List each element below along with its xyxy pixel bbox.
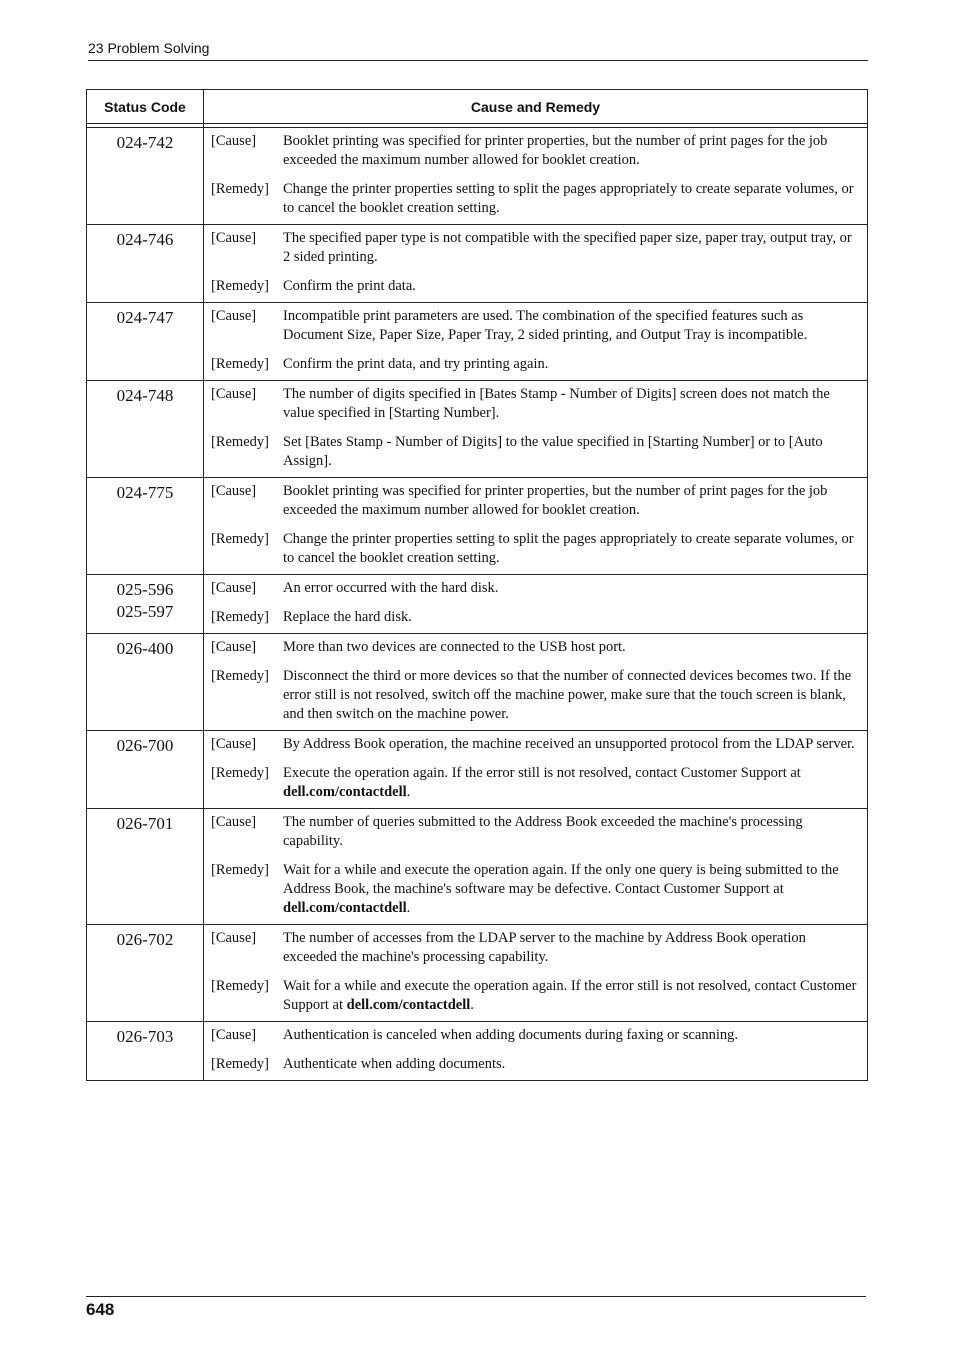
entry-text: Set [Bates Stamp - Number of Digits] to the value specified in [Starting Number] or to [Auto Assign]. [283,434,823,469]
entry-text-wrap [283,433,859,471]
entry-text: Booklet printing was specified for printer properties, but the number of print pages for the job exceeded the maximum number allowed for booklet creation. [283,483,828,518]
entry-text: The number of queries submitted to the Address Book exceeded the machine's processing capability. [283,814,803,849]
support-link[interactable]: dell.com/contactdell [283,784,407,800]
table-row [87,381,868,478]
entry-text: Booklet printing was specified for printer properties, but the number of print pages for the job exceeded the maximum number allowed for booklet creation. [283,133,828,168]
entry-tag: [Cause] [211,814,257,830]
status-code: 026-400 [116,639,174,658]
entry-text-wrap [283,764,859,802]
entry-suffix: . [406,900,411,916]
entry-text-wrap [283,1026,859,1045]
entry-tag: [Cause] [211,580,257,596]
table-header-row [87,90,868,124]
status-code: 024-746 [116,230,174,249]
status-code-cell [87,381,204,478]
page-footer [86,1296,866,1320]
entry-text-wrap [283,530,859,568]
status-code-cell [87,925,204,1022]
section-title: 23 Problem Solving [88,40,210,56]
status-code-cell [87,634,204,731]
entry-tag: [Remedy] [211,765,269,781]
entry-tag: [Remedy] [211,978,269,994]
entry-tag: [Cause] [211,930,257,946]
cause-remedy-cell [204,809,868,925]
table-row [87,478,868,575]
entry-text: Wait for a while and execute the operation again. If the only one query is being submitted to the Address Book, the machine's software may be defective. Contact Customer Support at [283,862,839,897]
cause-entry [211,929,859,967]
cause-entry [211,735,859,754]
table-row [87,1022,868,1081]
status-code: 025-596 [116,580,174,599]
entry-text-wrap [283,813,859,851]
cause-entry [211,482,859,520]
table-body [87,128,868,1081]
entry-text: The specified paper type is not compatible with the specified paper size, paper tray, output tray, or 2 sided printing. [283,230,852,265]
cause-remedy-cell [204,925,868,1022]
remedy-entry [211,433,859,471]
cause-remedy-cell [204,634,868,731]
entry-tag: [Remedy] [211,278,269,294]
entry-text: The number of accesses from the LDAP server to the machine by Address Book operation exceeded the machine's processing capability. [283,930,806,965]
entry-tag: [Remedy] [211,356,269,372]
status-code: 024-747 [116,308,174,327]
entry-tag: [Cause] [211,308,257,324]
status-code-cell [87,128,204,225]
cause-entry [211,813,859,851]
page-number: 648 [86,1300,115,1319]
remedy-entry [211,530,859,568]
cause-remedy-cell [204,1022,868,1081]
entry-text: Incompatible print parameters are used. The combination of the specified features such as Document Size, Paper Size, Paper Tray, 2 sided printing, and Output Tray is incompatible. [283,308,808,343]
entry-tag: [Cause] [211,386,257,402]
status-code: 026-702 [116,930,174,949]
entry-suffix: . [470,997,474,1013]
support-link[interactable]: dell.com/contactdell [283,900,407,916]
remedy-entry [211,180,859,218]
entry-text-wrap [283,735,859,754]
entry-tag: [Cause] [211,639,257,655]
status-code-cell [87,731,204,809]
cause-entry [211,385,859,423]
status-code-cell [87,809,204,925]
entry-text-wrap [283,667,859,724]
entry-tag: [Remedy] [211,1056,269,1072]
entry-text: More than two devices are connected to the USB host port. [283,639,626,655]
status-code-column-header: Status Code [87,90,204,124]
remedy-entry [211,977,859,1015]
cause-entry [211,132,859,170]
cause-remedy-cell [204,478,868,575]
entry-text-wrap [283,638,859,657]
remedy-entry [211,355,859,374]
status-code-cell [87,478,204,575]
entry-text-wrap [283,977,859,1015]
entry-tag: [Remedy] [211,862,269,878]
running-header [88,40,868,61]
table-row [87,809,868,925]
cause-remedy-cell [204,575,868,634]
entry-suffix: . [406,784,411,800]
status-code-table [86,89,868,1081]
entry-tag: [Cause] [211,736,257,752]
cause-remedy-cell [204,381,868,478]
entry-text: Confirm the print data, and try printing again. [283,356,549,372]
remedy-entry [211,861,859,918]
entry-text: Confirm the print data. [283,278,416,294]
table-row [87,128,868,225]
cause-entry [211,579,859,598]
table-row [87,225,868,303]
entry-text-wrap [283,385,859,423]
table-row [87,575,868,634]
entry-tag: [Cause] [211,230,257,246]
entry-tag: [Remedy] [211,181,269,197]
entry-text-wrap [283,1055,859,1074]
entry-text: By Address Book operation, the machine received an unsupported protocol from the LDAP server. [283,736,855,752]
entry-tag: [Remedy] [211,434,269,450]
cause-remedy-column-header: Cause and Remedy [204,90,868,124]
cause-remedy-cell [204,225,868,303]
entry-text-wrap [283,180,859,218]
entry-tag: [Cause] [211,483,257,499]
entry-text: Disconnect the third or more devices so that the number of connected devices becomes two. If the error still is not resolved, switch off the machine power, make sure that the touch screen is blank, and then switch on the machine power. [283,668,852,722]
status-code: 024-748 [116,386,174,405]
entry-tag: [Remedy] [211,668,269,684]
entry-text: Execute the operation again. If the error still is not resolved, contact Customer Support at [283,765,801,781]
entry-text: Authentication is canceled when adding documents during faxing or scanning. [283,1027,739,1043]
cause-entry [211,638,859,657]
remedy-entry [211,667,859,724]
table-row [87,925,868,1022]
remedy-entry [211,608,859,627]
status-code-cell [87,1022,204,1081]
entry-text-wrap [283,929,859,967]
entry-tag: [Cause] [211,1027,257,1043]
remedy-entry [211,1055,859,1074]
cause-remedy-cell [204,303,868,381]
status-code-cell [87,303,204,381]
status-code: 026-701 [116,814,174,833]
entry-text-wrap [283,229,859,267]
status-code: 024-742 [116,133,174,152]
table-row [87,731,868,809]
entry-text-wrap [283,355,859,374]
entry-text-wrap [283,132,859,170]
entry-text-wrap [283,307,859,345]
status-code: 024-775 [116,483,174,502]
status-code: 025-597 [116,602,174,621]
support-link[interactable]: dell.com/contactdell [346,997,471,1013]
entry-text: Wait for a while and execute the operation again. If the error still is not resolved, contact Customer Support at [283,978,857,1013]
entry-text-wrap [283,861,859,918]
entry-text: Change the printer properties setting to split the pages appropriately to create separate volumes, or to cancel the booklet creation setting. [283,181,854,216]
entry-text-wrap [283,579,859,598]
status-code: 026-700 [116,736,174,755]
cause-entry [211,229,859,267]
cause-remedy-cell [204,128,868,225]
entry-text: Authenticate when adding documents. [283,1056,506,1072]
status-code-cell [87,225,204,303]
remedy-entry [211,277,859,296]
entry-text: An error occurred with the hard disk. [283,580,499,596]
entry-text-wrap [283,608,859,627]
cause-remedy-cell [204,731,868,809]
remedy-entry [211,764,859,802]
entry-text-wrap [283,482,859,520]
status-code-cell [87,575,204,634]
entry-tag: [Remedy] [211,531,269,547]
cause-entry [211,1026,859,1045]
cause-entry [211,307,859,345]
status-code: 026-703 [116,1027,174,1046]
entry-tag: [Cause] [211,133,257,149]
entry-text: Replace the hard disk. [283,609,412,625]
table-row [87,303,868,381]
entry-text: The number of digits specified in [Bates Stamp - Number of Digits] screen does not match the value specified in [Starting Number]. [283,386,830,421]
entry-text-wrap [283,277,859,296]
table-row [87,634,868,731]
entry-text: Change the printer properties setting to split the pages appropriately to create separate volumes, or to cancel the booklet creation setting. [283,531,854,566]
entry-tag: [Remedy] [211,609,269,625]
